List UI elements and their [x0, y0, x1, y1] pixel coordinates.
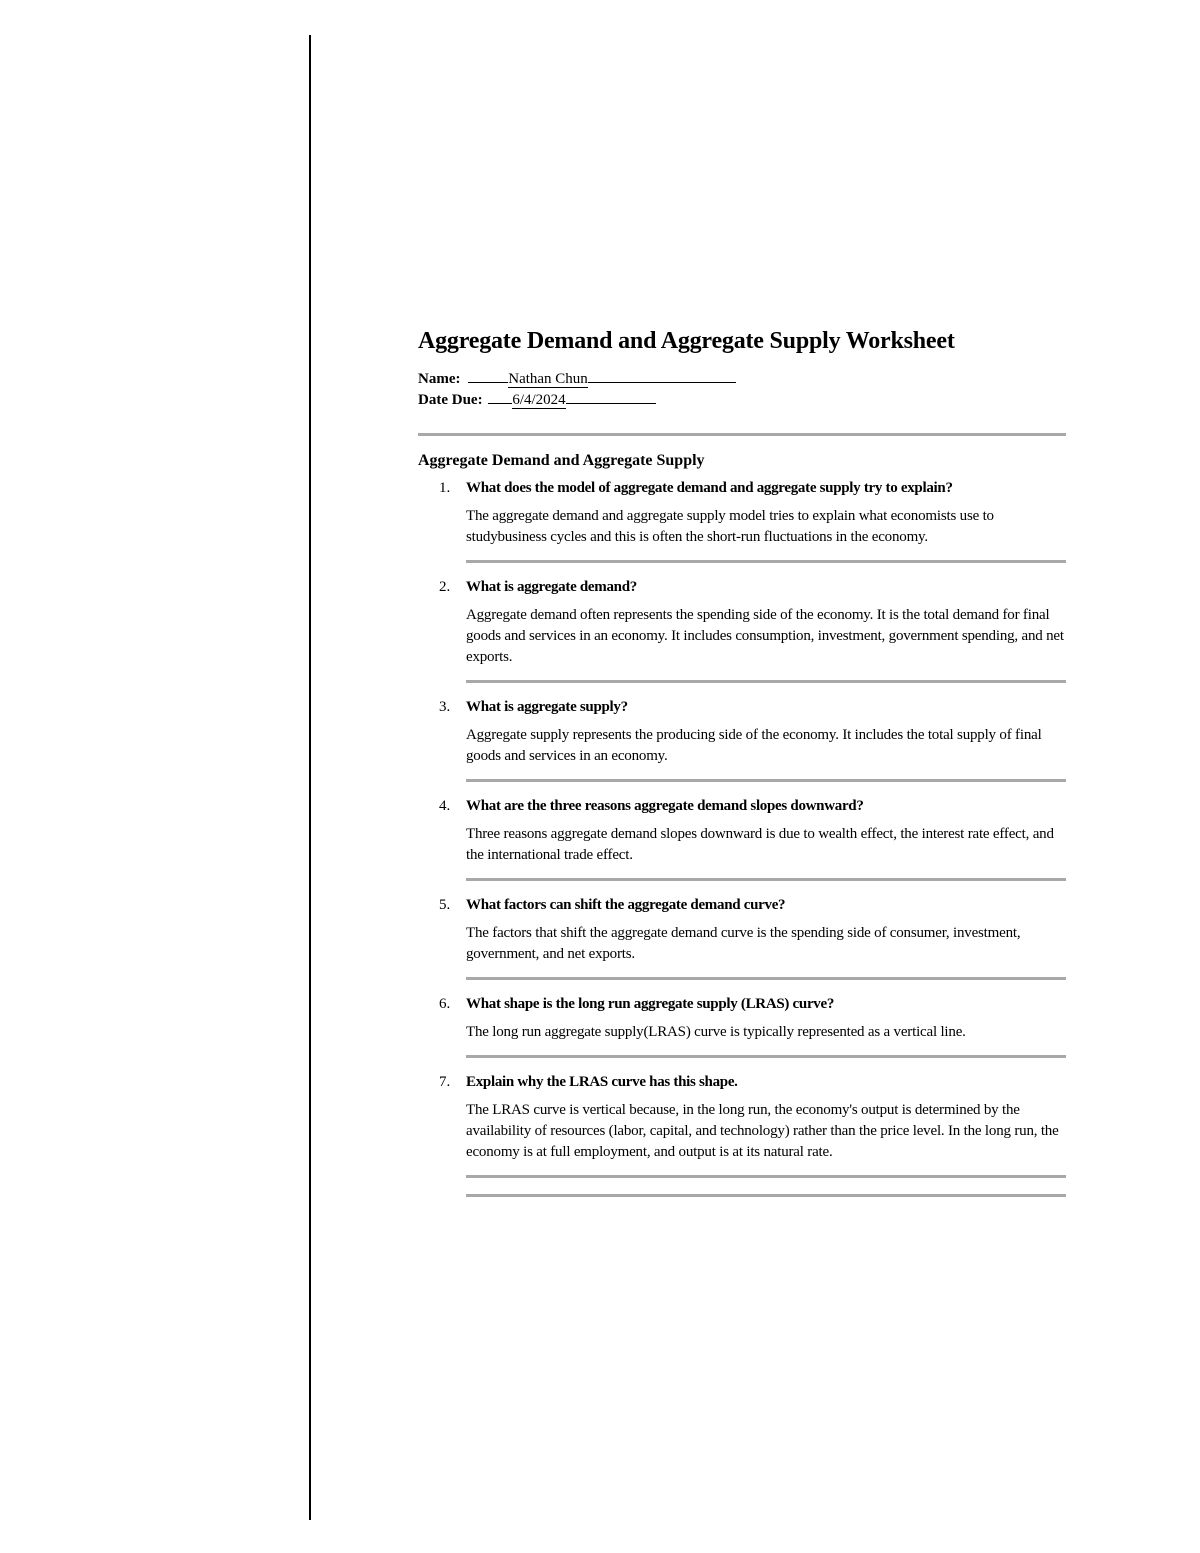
answer-divider — [466, 1175, 1066, 1178]
question-item — [439, 1072, 1066, 1197]
answer-text: Aggregate supply represents the producing side of the economy. It includes the total supply of final goods and services in an economy. — [466, 727, 1042, 764]
question-item — [439, 478, 1066, 563]
date-line — [418, 389, 1068, 410]
question-item — [439, 577, 1066, 683]
name-blank-right — [588, 368, 736, 383]
name-value: Nathan Chun — [508, 371, 588, 387]
question-number: 3. — [439, 699, 451, 715]
question-text: What are the three reasons aggregate demand slopes downward? — [466, 798, 864, 814]
question-number: 2. — [439, 579, 451, 595]
date-blank-left — [488, 389, 512, 404]
question-text: What is aggregate supply? — [466, 699, 628, 715]
answer-text: The LRAS curve is vertical because, in the long run, the economy's output is determined by the availability of resources (labor, capital, and technology) rather than the price level. In the long run, the economy is at full employment, and output is at its natural rate. — [466, 1102, 1059, 1160]
question-number: 5. — [439, 897, 451, 913]
question-number: 1. — [439, 480, 451, 496]
page-margin-line — [309, 35, 311, 1520]
answer-divider — [466, 1055, 1066, 1058]
answer-text: The aggregate demand and aggregate supply model tries to explain what economists use to studybusiness cycles and this is often the short-run fluctuations in the economy. — [466, 508, 994, 545]
section-heading: Aggregate Demand and Aggregate Supply — [418, 452, 705, 469]
header-divider — [418, 433, 1066, 436]
question-text: Explain why the LRAS curve has this shape. — [466, 1074, 738, 1090]
date-label: Date Due: — [418, 392, 483, 408]
name-line — [418, 368, 1068, 389]
answer-text: Three reasons aggregate demand slopes downward is due to wealth effect, the interest rate effect, and the international trade effect. — [466, 826, 1054, 863]
name-label: Name: — [418, 371, 461, 387]
question-text: What is aggregate demand? — [466, 579, 637, 595]
answer-divider — [466, 560, 1066, 563]
name-blank-left — [468, 368, 508, 383]
question-text: What factors can shift the aggregate demand curve? — [466, 897, 786, 913]
answer-divider — [466, 977, 1066, 980]
date-blank-right — [566, 389, 656, 404]
question-item — [439, 895, 1066, 980]
answer-divider — [466, 779, 1066, 782]
question-item — [439, 796, 1066, 881]
question-text: What does the model of aggregate demand and aggregate supply try to explain? — [466, 480, 953, 496]
question-number: 4. — [439, 798, 451, 814]
answer-divider — [466, 680, 1066, 683]
worksheet-title: Aggregate Demand and Aggregate Supply Worksheet — [418, 328, 955, 354]
question-number: 7. — [439, 1074, 451, 1090]
question-text: What shape is the long run aggregate supply (LRAS) curve? — [466, 996, 835, 1012]
answer-text: The factors that shift the aggregate demand curve is the spending side of consumer, investment, government, and net exports. — [466, 925, 1021, 962]
question-number: 6. — [439, 996, 451, 1012]
answer-divider — [466, 878, 1066, 881]
worksheet-content — [418, 326, 1068, 1211]
answer-divider — [466, 1194, 1066, 1197]
question-item — [439, 994, 1066, 1058]
question-item — [439, 697, 1066, 782]
answer-text: Aggregate demand often represents the spending side of the economy. It is the total demand for final goods and services in an economy. It includes consumption, investment, government spending, and net exports. — [466, 607, 1064, 665]
date-value: 6/4/2024 — [512, 392, 566, 408]
answer-text: The long run aggregate supply(LRAS) curve is typically represented as a vertical line. — [466, 1024, 966, 1040]
